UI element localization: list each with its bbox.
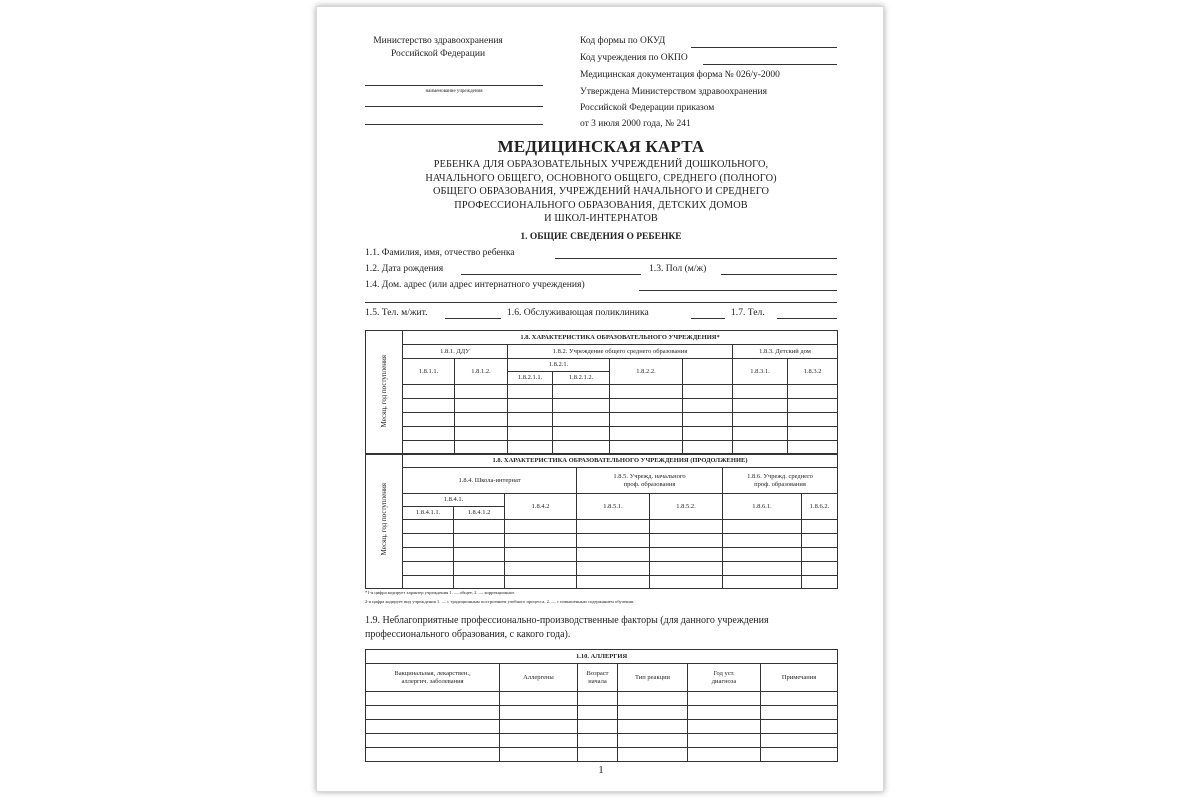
col-1812: 1.8.1.2. — [455, 359, 508, 385]
subtitle-line: И ШКОЛ-ИНТЕРНАТОВ — [544, 213, 658, 224]
ministry-line-1: Министерство здравоохранения — [373, 36, 503, 46]
allergy-heading: 1.10. АЛЛЕРГИЯ — [366, 650, 838, 664]
group-secondary-prof — [723, 468, 838, 494]
field-label-sex: 1.3. Пол (м/ж) — [649, 263, 707, 274]
table2-heading: 1.8. ХАРАКТЕРИСТИКА ОБРАЗОВАТЕЛЬНОГО УЧРЕЖДЕНИЯ (ПРОДОЛЖЕНИЕ) — [403, 454, 838, 468]
col-1822: 1.8.2.2. — [610, 359, 683, 385]
field-line-name — [555, 258, 837, 259]
subtitle-line: ПРОФЕССИОНАЛЬНОГО ОБРАЗОВАНИЯ, ДЕТСКИХ ДОМОВ — [454, 199, 748, 211]
okud-label: Код формы по ОКУД — [580, 36, 666, 46]
group-boarding-school: 1.8.4. Школа-интернат — [403, 468, 577, 494]
institution-line-3 — [365, 124, 543, 125]
field-line-clinic — [691, 318, 725, 319]
form-number: Медицинская документация форма № 026/у-2000 — [580, 70, 780, 80]
institution-line-2 — [365, 106, 543, 107]
table1-heading: 1.8. ХАРАКТЕРИСТИКА ОБРАЗОВАТЕЛЬНОГО УЧРЕЖДЕНИЯ* — [403, 331, 838, 345]
subtitle-line: ОБЩЕГО ОБРАЗОВАНИЯ, УЧРЕЖДЕНИЙ НАЧАЛЬНОГО И СРЕДНЕГО — [432, 186, 770, 197]
institution-line-1 — [365, 85, 543, 86]
okpo-line — [703, 64, 837, 65]
col-1822-spacer — [683, 359, 733, 385]
ministry-line-2: Российской Федерации — [390, 49, 486, 59]
allergy-col-diseases — [366, 664, 500, 692]
col-1821: 1.8.2.1. — [508, 359, 610, 372]
col-1842: 1.8.4.2 — [505, 494, 577, 520]
allergy-col-age — [578, 664, 618, 692]
month-year-label: Месяц, год поступления — [379, 354, 388, 428]
col-18411: 1.8.4.1.1. — [403, 507, 454, 520]
section-19-line-1: 1.9. Неблагоприятные профессионально-производственные факторы (для данного учреждения — [365, 615, 769, 626]
field-line-sex — [721, 274, 837, 275]
col-1861: 1.8.6.1. — [723, 494, 802, 520]
allergy-col-notes: Примечания — [761, 664, 838, 692]
field-label-clinic: 1.6. Обслуживающая поликлиника — [507, 307, 649, 318]
month-year-side-cell-2 — [366, 454, 403, 589]
allergy-col-allergens: Аллергены — [500, 664, 578, 692]
col-1811: 1.8.1.1. — [403, 359, 455, 385]
field-line-phone — [445, 318, 501, 319]
institution-caption: наименование учреждения — [425, 89, 483, 94]
group-secondary-prof-line1: 1.8.6. Учрежд. среднего — [747, 472, 813, 480]
allergy-col-diagnosis-line1: Год уст. — [713, 669, 735, 677]
col-1841: 1.8.4.1. — [403, 494, 505, 507]
card-subtitle — [317, 158, 885, 226]
col-1862: 1.8.6.2. — [802, 494, 838, 520]
footnote-2: 2-я цифра кодирует вид учреждения 1. — с традиционным построением учебного процесса, 2. — с повышенным содержанием обучения. — [365, 599, 635, 604]
section-1-heading: 1. ОБЩИЕ СВЕДЕНИЯ О РЕБЕНКЕ — [520, 232, 682, 242]
field-line-address-2 — [365, 302, 837, 303]
section-19-line-2: профессионального образования, с какого года). — [365, 629, 571, 640]
institution-table-2 — [365, 453, 838, 589]
allergy-col-reaction: Тип реакции — [618, 664, 688, 692]
field-label-clinic-phone: 1.7. Тел. — [731, 307, 765, 318]
col-1851: 1.8.5.1. — [577, 494, 650, 520]
institution-table-1 — [365, 330, 838, 455]
card-title: МЕДИЦИНСКАЯ КАРТА — [497, 137, 705, 156]
col-18212: 1.8.2.1.2. — [553, 372, 610, 385]
group-primary-prof-line2: проф. образования — [623, 480, 676, 488]
field-line-birthdate — [461, 274, 641, 275]
approved-line-3: от 3 июля 2000 года, № 241 — [580, 119, 691, 129]
okud-line — [691, 47, 837, 48]
subtitle-line: НАЧАЛЬНОГО ОБЩЕГО, ОСНОВНОГО ОБЩЕГО, СРЕДНЕГО (ПОЛНОГО) — [425, 172, 777, 184]
allergy-table — [365, 649, 838, 762]
group-general-school: 1.8.2. Учреждение общего среднего образования — [508, 345, 733, 359]
field-label-birthdate: 1.2. Дата рождения — [365, 263, 444, 274]
page-number: 1 — [598, 764, 604, 776]
group-primary-prof — [577, 468, 723, 494]
group-ddu: 1.8.1. ДДУ — [403, 345, 508, 359]
approved-line-2: Российской Федерации приказом — [580, 103, 715, 113]
group-secondary-prof-line2: проф. образования — [754, 480, 806, 488]
subtitle-line: РЕБЕНКА ДЛЯ ОБРАЗОВАТЕЛЬНЫХ УЧРЕЖДЕНИЙ ДОШКОЛЬНОГО, — [433, 159, 769, 170]
allergy-col-diagnosis-line2: диагноза — [711, 677, 737, 685]
allergy-col-age-line1: Возраст — [586, 669, 609, 677]
field-line-clinic-phone — [777, 318, 837, 319]
group-primary-prof-line1: 1.8.5. Учрежд. начального — [613, 472, 686, 480]
allergy-col-diagnosis-year — [688, 664, 761, 692]
col-1852: 1.8.5.2. — [650, 494, 723, 520]
field-label-name: 1.1. Фамилия, имя, отчество ребенка — [365, 247, 515, 258]
allergy-col-diseases-line2: аллергич. заболевания — [401, 677, 464, 685]
group-orphanage: 1.8.3. Детский дом — [733, 345, 838, 359]
allergy-col-diseases-line1: Вакцинальная, лекарствен., — [394, 669, 471, 677]
allergy-col-age-line2: начала — [588, 677, 607, 685]
col-1831: 1.8.3.1. — [733, 359, 788, 385]
col-18412: 1.8.4.1.2 — [454, 507, 505, 520]
field-line-address — [639, 290, 837, 291]
approved-line-1: Утверждена Министерством здравоохранения — [580, 87, 767, 97]
month-year-side-cell — [366, 331, 403, 455]
col-18211: 1.8.2.1.1. — [508, 372, 553, 385]
field-label-phone: 1.5. Тел. м/жит. — [365, 307, 428, 318]
form-page — [316, 6, 884, 792]
field-label-address: 1.4. Дом. адрес (или адрес интернатного учреждения) — [365, 279, 585, 290]
footnote-1: *1-я цифра кодирует характер учреждения 1. — общее, 2. — коррекционное. — [365, 590, 516, 595]
month-year-label-2: Месяц, год поступления — [379, 483, 388, 556]
okpo-label: Код учреждения по ОКПО — [580, 53, 688, 63]
col-1832: 1.8.3.2 — [788, 359, 838, 385]
